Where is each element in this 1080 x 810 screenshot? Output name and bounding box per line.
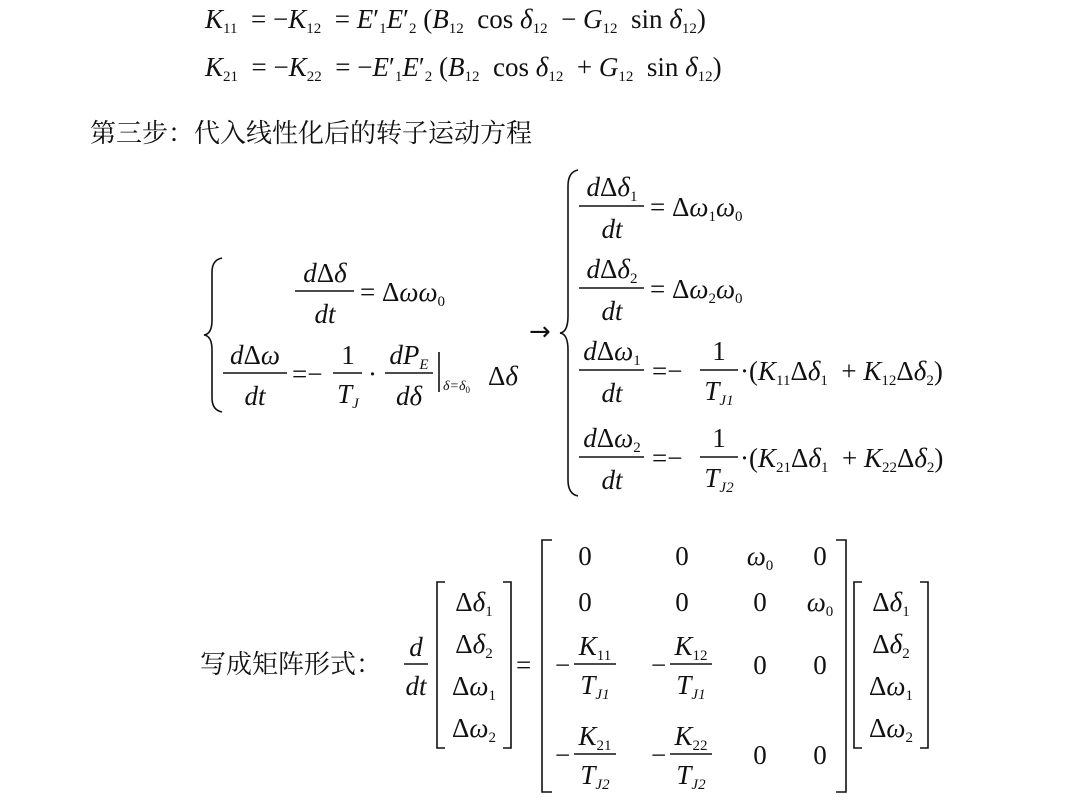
denominator-dt: dt (244, 381, 266, 411)
matrix-cell: 0 (813, 650, 827, 680)
equals-minus: =− (292, 359, 323, 389)
matrix-cell: 0 (813, 740, 827, 770)
denominator-dt: dt (601, 378, 623, 408)
numerator-d-delta2: dΔδ$_2$ (586, 254, 638, 287)
matrix-cell: 0 (753, 650, 767, 680)
equation-k21: $K_{21} = -K_{22} = -E'_1E'_2$ ($B_{12}$ $\cos \delta_{12} + G_{12}$ $\sin \delta_{12}$) (205, 52, 722, 85)
rhs-omega-omega0: = Δωω$_0$ (360, 277, 446, 310)
numerator-d-delta1: dΔδ$_1$ (586, 172, 638, 205)
matrix-numerator-k21: $K_{21}$ (578, 721, 612, 754)
matrix-bracket-left (542, 540, 552, 792)
vector-entry: $\Delta\delta_1$ (455, 587, 493, 620)
matrix-minus: − (651, 740, 667, 770)
matrix-denominator-tj2: $T_{J2}$ (580, 760, 610, 793)
matrix-cell: $\omega_0$ (806, 587, 834, 620)
rhs-omega2-omega0: = $\Delta\omega_2\omega_0$ (650, 274, 743, 307)
denominator-d-delta: dδ (395, 381, 423, 411)
vector-entry: $\Delta\delta_1$ (872, 587, 910, 620)
derivative-d: d (409, 632, 423, 662)
matrix-numerator-k12: $K_{12}$ (674, 631, 708, 664)
numerator-d-delta: dΔδ (303, 258, 347, 288)
matrix-cell: 0 (578, 541, 592, 571)
equals-minus: =− (652, 443, 683, 473)
matrix-minus: − (651, 650, 667, 680)
cdot: · (368, 359, 377, 389)
matrix-denominator-tj2: $T_{J2}$ (676, 760, 706, 793)
matrix-minus: − (555, 740, 571, 770)
matrix-form-label: 写成矩阵形式： (200, 650, 383, 680)
numerator-dpe: $dP_E$ (389, 340, 429, 373)
denominator-tj2: $T_{J2}$ (704, 463, 734, 496)
matrix-cell: 0 (753, 587, 767, 617)
matrix-bracket-right (836, 540, 846, 792)
derivative-dt: dt (405, 671, 427, 701)
numerator-one: 1 (712, 336, 726, 366)
matrix-minus: − (555, 650, 571, 680)
vector-bracket-right (503, 582, 511, 748)
vector-bracket-left (854, 582, 862, 748)
numerator-one: 1 (712, 423, 726, 453)
vector-entry: $\Delta\delta_2$ (455, 629, 493, 662)
equals-minus: =− (652, 356, 683, 386)
vector-entry: $\Delta\omega_1$ (452, 671, 496, 704)
matrix-cell: 0 (675, 541, 689, 571)
matrix-cell: 0 (675, 587, 689, 617)
matrix-cell: 0 (813, 541, 827, 571)
rhs-k11-k12: $\cdot(K_{11}\Delta\delta_1 + K_{12}\Delta\delta_2)$ (740, 356, 943, 389)
delta-delta: Δδ (488, 361, 518, 391)
numerator-d-omega2: dΔω$_2$ (583, 423, 641, 456)
step-three-heading: 第三步：代入线性化后的转子运动方程 (90, 119, 533, 149)
numerator-d-delta-omega: dΔω (230, 340, 280, 370)
left-system-brace (204, 258, 222, 412)
matrix-cell: 0 (753, 740, 767, 770)
matrix-numerator-k11: $K_{11}$ (578, 631, 612, 664)
matrix-denominator-tj1: $T_{J1}$ (676, 670, 706, 703)
matrix-numerator-k22: $K_{22}$ (674, 721, 708, 754)
numerator-one: 1 (341, 340, 355, 370)
rhs-omega1-omega0: = $\Delta\omega_1\omega_0$ (650, 192, 743, 225)
vector-entry: $\Delta\omega_2$ (452, 713, 496, 746)
vector-entry: $\Delta\omega_1$ (869, 671, 913, 704)
vector-entry: $\Delta\delta_2$ (872, 629, 910, 662)
evaluation-condition: $\delta=\delta_0$ (443, 379, 470, 395)
right-system-brace (560, 170, 578, 496)
vector-bracket-right (920, 582, 928, 748)
matrix-equals: = (516, 650, 532, 680)
denominator-tj1: $T_{J1}$ (704, 376, 734, 409)
matrix-cell: 0 (578, 587, 592, 617)
matrix-cell: $\omega_0$ (746, 541, 774, 574)
rhs-k21-k22: $\cdot(K_{21}\Delta\delta_1 + K_{22}\Delta\delta_2)$ (740, 443, 944, 476)
denominator-dt: dt (601, 465, 623, 495)
denominator-tj: $T_J$ (337, 379, 359, 412)
numerator-d-omega1: dΔω$_1$ (583, 336, 641, 369)
denominator-dt: dt (314, 299, 336, 329)
vector-bracket-left (437, 582, 445, 748)
matrix-denominator-tj1: $T_{J1}$ (580, 670, 610, 703)
implies-arrow: → (529, 317, 551, 347)
vector-entry: $\Delta\omega_2$ (869, 713, 913, 746)
denominator-dt: dt (601, 214, 623, 244)
denominator-dt: dt (601, 296, 623, 326)
equation-k11: $K_{11} = -K_{12} = E'_1E'_2$ ($B_{12}$ $\cos \delta_{12} - G_{12}$ $\sin \delta_{12}$) (205, 4, 706, 37)
